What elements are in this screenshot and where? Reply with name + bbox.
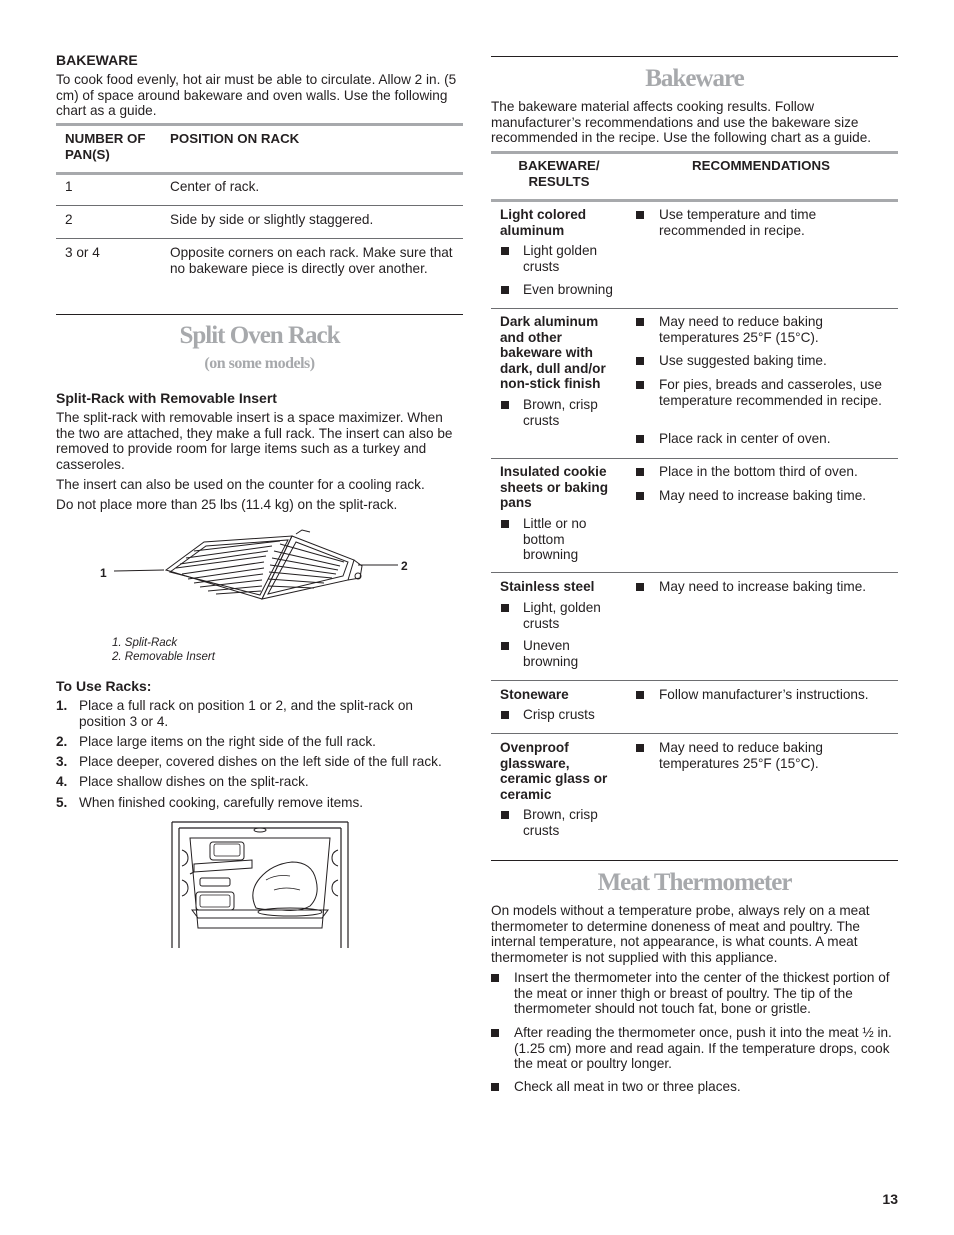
bullet-icon — [636, 357, 644, 365]
oven-interior-figure — [170, 820, 352, 950]
figure-label-1: 1 — [100, 566, 107, 580]
figure-caption-1: 1. Split-Rack — [112, 637, 178, 649]
bullet-icon — [636, 381, 644, 389]
bullet-text: Check all meat in two or three places. — [514, 1079, 741, 1094]
row-pans: 2 — [65, 212, 73, 227]
oven-interior-illustration — [170, 820, 352, 950]
split-rack-illustration — [96, 520, 426, 620]
section-rule — [491, 56, 898, 57]
step-text: Place large items on the right side of the full rack. — [79, 734, 376, 749]
bakeware-title: Bakeware — [645, 65, 744, 92]
meat-thermometer-title: Meat Thermometer — [597, 869, 792, 896]
figure-caption-2: 2. Removable Insert — [112, 651, 215, 663]
row-position: Opposite corners on each rack. Make sure that no bakeware piece is directly over another. — [170, 245, 453, 276]
use-racks-heading: To Use Racks: — [56, 678, 152, 694]
row-recommendation: Follow manufacturer’s instructions. — [659, 687, 869, 702]
row-material: Dark aluminum and other bakeware with dark, dull and/or non-stick finish — [500, 314, 606, 392]
bullet-icon — [501, 520, 509, 528]
row-position: Center of rack. — [170, 179, 260, 194]
bullet-icon — [501, 247, 509, 255]
split-oven-rack-subtitle: (on some models) — [204, 355, 315, 372]
bullet-icon — [491, 1083, 499, 1091]
row-result: Little or no bottom browning — [523, 516, 587, 563]
list-item — [56, 698, 463, 730]
step-text: When finished cooking, carefully remove items. — [79, 795, 364, 810]
split-rack-subheading: Split-Rack with Removable Insert — [56, 390, 277, 406]
bullet-icon — [636, 211, 644, 219]
row-result: Brown, crisp crusts — [523, 807, 598, 838]
row-material: Stainless steel — [500, 579, 595, 594]
row-recommendation: Place in the bottom third of oven. — [659, 464, 858, 479]
bullet-icon — [636, 744, 644, 752]
bullet-icon — [636, 318, 644, 326]
row-divider — [491, 308, 898, 309]
row-result: Light golden crusts — [523, 243, 598, 274]
step-text: Place deeper, covered dishes on the left side of the full rack. — [79, 754, 442, 769]
table-header-pans: NUMBER OF PAN(S) — [65, 131, 146, 162]
bakeware-chart-intro: The bakeware material affects cooking results. Follow manufacturer’s recommendations and use the bakeware size recommended in the recipe. Use the following chart as a guide. — [491, 99, 872, 146]
row-divider — [491, 458, 898, 459]
row-material: Insulated cookie sheets or baking pans — [500, 464, 609, 511]
row-result: Uneven browning — [523, 638, 579, 669]
bullet-icon — [636, 468, 644, 476]
bakeware-heading: BAKEWARE — [56, 52, 138, 68]
table-header-rule — [491, 199, 898, 202]
table-header-recommendations: RECOMMENDATIONS — [692, 158, 830, 173]
table-header-rule — [56, 172, 463, 175]
row-result: Brown, crisp crusts — [523, 397, 598, 428]
row-divider — [56, 205, 463, 206]
table-top-rule — [56, 123, 463, 126]
list-item — [56, 734, 463, 750]
section-rule — [491, 860, 898, 861]
row-material: Light colored aluminum — [500, 207, 587, 238]
row-pans: 3 or 4 — [65, 245, 100, 260]
row-recommendation: For pies, breads and casseroles, use temperature recommended in recipe. — [659, 377, 882, 408]
row-recommendation: Place rack in center of oven. — [659, 431, 831, 446]
bullet-text: Insert the thermometer into the center of the thickest portion of the meat or inner thigh or breast of poultry. The tip of the thermometer should not touch fat, bone or gristle. — [514, 970, 890, 1017]
split-rack-para2: The insert can also be used on the counter for a cooling rack. — [56, 477, 425, 492]
bullet-icon — [501, 711, 509, 719]
row-recommendation: Use temperature and time recommended in recipe. — [659, 207, 817, 238]
split-rack-figure — [96, 520, 426, 620]
list-item — [56, 774, 463, 790]
bullet-icon — [501, 604, 509, 612]
bullet-text: After reading the thermometer once, push it into the meat ½ in. (1.25 cm) more and read again. If the temperature drops, cook the meat or poultry longer. — [514, 1025, 892, 1072]
figure-label-2: 2 — [401, 559, 408, 573]
row-divider — [491, 680, 898, 681]
row-position: Side by side or slightly staggered. — [170, 212, 374, 227]
bullet-icon — [491, 974, 499, 982]
table-header-bakeware: BAKEWARE/ RESULTS — [518, 158, 600, 189]
step-text: Place a full rack on position 1 or 2, and the split-rack on position 3 or 4. — [79, 698, 413, 729]
bullet-icon — [636, 492, 644, 500]
row-pans: 1 — [65, 179, 73, 194]
meat-thermometer-intro: On models without a temperature probe, always rely on a meat thermometer to determine doneness of meat and poultry. The internal temperature, not appearance, is what counts. A meat thermometer is not supplied with this appliance. — [491, 903, 870, 965]
bakeware-intro: To cook food evenly, hot air must be able to circulate. Allow 2 in. (5 cm) of space around bakeware and oven walls. Use the following chart as a guide. — [56, 72, 457, 119]
row-result: Crisp crusts — [523, 707, 595, 722]
step-number: 4. — [56, 774, 68, 789]
step-number: 5. — [56, 795, 68, 810]
step-number: 2. — [56, 734, 68, 749]
section-rule — [56, 314, 463, 315]
list-item — [56, 795, 463, 811]
split-rack-para1: The split-rack with removable insert is a space maximizer. When the two are attached, they make a full rack. The insert can also be removed to provide room for large items such as a turkey and casseroles. — [56, 410, 453, 472]
table-top-rule — [491, 151, 898, 154]
bullet-icon — [501, 286, 509, 294]
row-material: Stoneware — [500, 687, 569, 702]
bullet-icon — [501, 811, 509, 819]
page-number: 13 — [882, 1191, 898, 1207]
step-number: 1. — [56, 698, 68, 713]
bullet-icon — [636, 691, 644, 699]
step-number: 3. — [56, 754, 68, 769]
step-text: Place shallow dishes on the split-rack. — [79, 774, 309, 789]
split-rack-para3: Do not place more than 25 lbs (11.4 kg) on the split-rack. — [56, 497, 398, 512]
bullet-icon — [501, 401, 509, 409]
row-recommendation: May need to reduce baking temperatures 25°F (15°C). — [659, 314, 823, 345]
row-divider — [56, 238, 463, 239]
row-recommendation: May need to reduce baking temperatures 25°F (15°C). — [659, 740, 823, 771]
list-item — [56, 754, 463, 770]
bullet-icon — [491, 1029, 499, 1037]
row-material: Ovenproof glassware, ceramic glass or ceramic — [500, 740, 608, 802]
row-divider — [491, 572, 898, 573]
table-header-position: POSITION ON RACK — [170, 131, 300, 146]
row-result: Even browning — [523, 282, 613, 297]
bullet-icon — [501, 642, 509, 650]
row-divider — [491, 733, 898, 734]
row-recommendation: May need to increase baking time. — [659, 488, 867, 503]
split-oven-rack-title: Split Oven Rack — [179, 322, 340, 349]
row-recommendation: Use suggested baking time. — [659, 353, 827, 368]
row-result: Light, golden crusts — [523, 600, 601, 631]
bullet-icon — [636, 583, 644, 591]
bullet-icon — [636, 435, 644, 443]
row-recommendation: May need to increase baking time. — [659, 579, 867, 594]
